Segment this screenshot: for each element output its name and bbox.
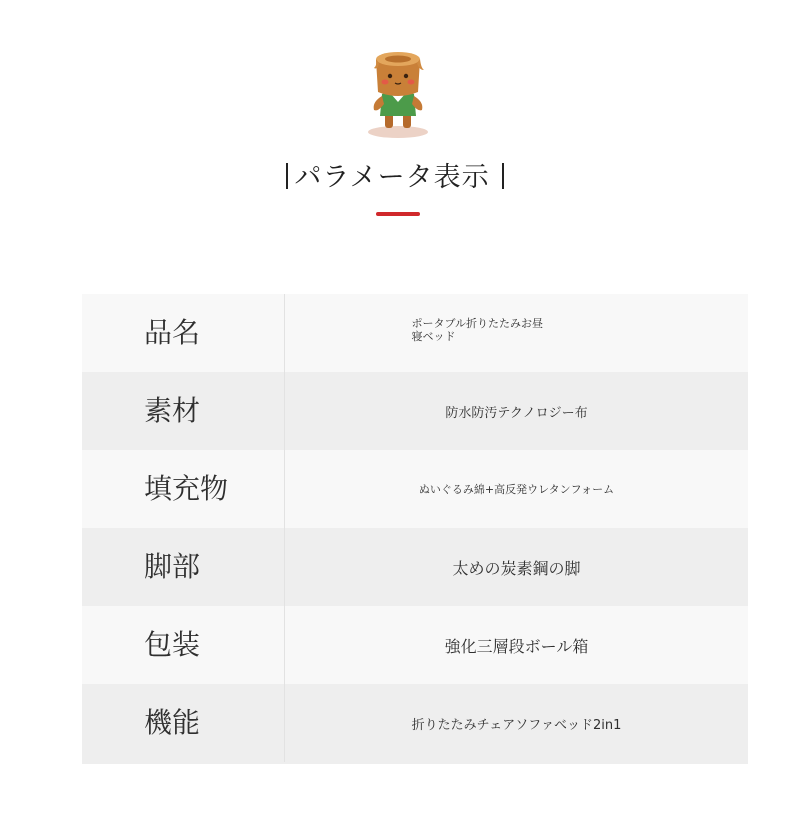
- row-label: 機能: [144, 706, 201, 739]
- row-label: 填充物: [144, 472, 229, 505]
- row-label: 素材: [144, 394, 201, 427]
- row-label: 品名: [144, 316, 201, 349]
- row-value: [285, 294, 748, 372]
- row-value-line: 寝ベッド: [411, 330, 456, 343]
- row-label: 包装: [144, 628, 201, 661]
- parameter-table: [82, 294, 748, 764]
- title-text: パラメータ表示: [294, 162, 490, 193]
- title-left-bar: [286, 163, 288, 189]
- row-label: 脚部: [144, 550, 201, 583]
- row-value: 防水防汚テクノロジー布: [445, 405, 588, 421]
- tree-stump-mascot-icon: [358, 46, 438, 142]
- table-row: [82, 684, 748, 764]
- row-value: 太めの炭素鋼の脚: [452, 558, 581, 578]
- table-row: [82, 372, 748, 450]
- table-row: [82, 528, 748, 606]
- table-row: [82, 606, 748, 684]
- row-value: 強化三層段ボール箱: [444, 636, 589, 656]
- title-right-bar: [502, 163, 504, 189]
- row-value-line: ポータブル折りたたみお昼: [411, 317, 544, 330]
- row-value: ぬいぐるみ綿+高反発ウレタンフォーム: [418, 482, 615, 496]
- row-value: 折りたたみチェアソファベッド2in1: [411, 717, 622, 733]
- table-row: [82, 450, 748, 528]
- title-underline: [376, 212, 420, 216]
- table-row: [82, 294, 748, 372]
- page-title: [0, 158, 790, 198]
